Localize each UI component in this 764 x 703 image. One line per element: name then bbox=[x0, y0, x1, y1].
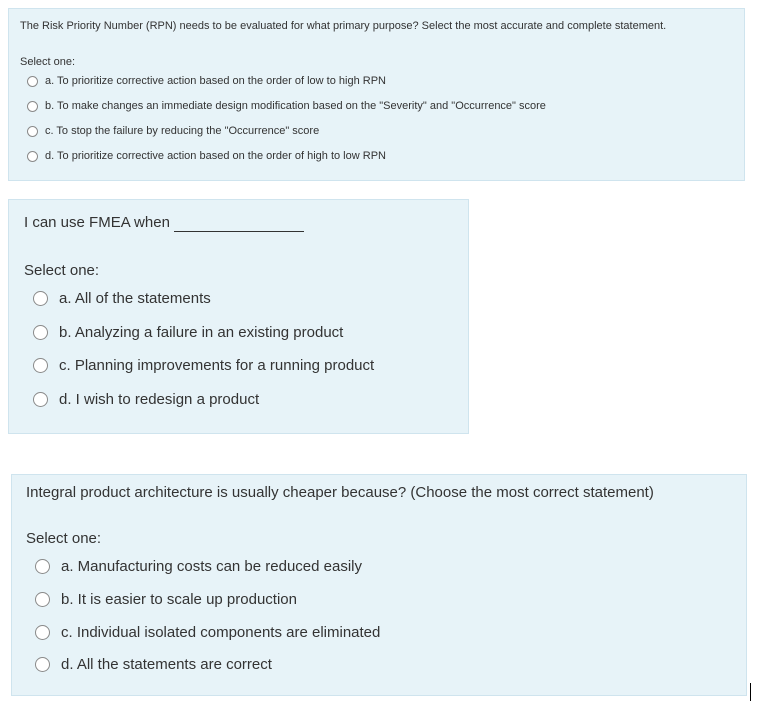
fill-in-blank bbox=[174, 214, 304, 232]
select-one-label: Select one: bbox=[20, 56, 76, 68]
option-label: c. To stop the failure by reducing the "Occurrence" score bbox=[45, 125, 320, 137]
question-card-integral-architecture bbox=[11, 474, 747, 696]
option-label: d. To prioritize corrective action based on the order of high to low RPN bbox=[45, 150, 386, 162]
option-b[interactable] bbox=[27, 100, 546, 112]
text-cursor bbox=[750, 683, 751, 701]
question-card-rpn bbox=[8, 8, 745, 181]
radio-icon[interactable] bbox=[27, 126, 38, 137]
option-label: a. To prioritize corrective action based on the order of low to high RPN bbox=[45, 75, 386, 87]
radio-icon[interactable] bbox=[35, 559, 50, 574]
option-a[interactable] bbox=[35, 558, 362, 575]
select-one-label: Select one: bbox=[24, 262, 100, 279]
option-c[interactable] bbox=[35, 624, 380, 641]
option-label: c. Individual isolated components are eliminated bbox=[61, 624, 381, 641]
question-text-content: I can use FMEA when bbox=[24, 214, 170, 231]
option-label: a. All of the statements bbox=[59, 290, 211, 307]
option-c[interactable] bbox=[33, 357, 374, 374]
select-one-label: Select one: bbox=[26, 530, 102, 547]
option-label: c. Planning improvements for a running product bbox=[59, 357, 375, 374]
radio-icon[interactable] bbox=[35, 625, 50, 640]
option-c[interactable] bbox=[27, 125, 319, 137]
option-d[interactable] bbox=[33, 391, 259, 408]
radio-icon[interactable] bbox=[35, 592, 50, 607]
question-text: Integral product architecture is usually cheaper because? (Choose the most correct statement) bbox=[26, 484, 654, 501]
option-label: d. I wish to redesign a product bbox=[59, 391, 260, 408]
option-label: b. It is easier to scale up production bbox=[61, 591, 297, 608]
radio-icon[interactable] bbox=[33, 392, 48, 407]
radio-icon[interactable] bbox=[33, 358, 48, 373]
question-text bbox=[9, 214, 468, 232]
option-label: b. To make changes an immediate design modification based on the "Severity" and "Occurrence" score bbox=[45, 100, 546, 112]
question-card-fmea bbox=[8, 199, 469, 434]
radio-icon[interactable] bbox=[35, 657, 50, 672]
option-b[interactable] bbox=[33, 324, 343, 341]
option-label: a. Manufacturing costs can be reduced easily bbox=[61, 558, 363, 575]
option-label: b. Analyzing a failure in an existing product bbox=[59, 324, 344, 341]
radio-icon[interactable] bbox=[33, 325, 48, 340]
option-label: d. All the statements are correct bbox=[61, 656, 272, 673]
option-d[interactable] bbox=[35, 656, 272, 673]
radio-icon[interactable] bbox=[27, 101, 38, 112]
option-b[interactable] bbox=[35, 591, 297, 608]
option-a[interactable] bbox=[27, 75, 386, 87]
question-text: The Risk Priority Number (RPN) needs to be evaluated for what primary purpose? Select the most accurate and complete statement. bbox=[20, 20, 667, 32]
option-a[interactable] bbox=[33, 290, 211, 307]
radio-icon[interactable] bbox=[33, 291, 48, 306]
option-d[interactable] bbox=[27, 150, 386, 162]
radio-icon[interactable] bbox=[27, 76, 38, 87]
radio-icon[interactable] bbox=[27, 151, 38, 162]
